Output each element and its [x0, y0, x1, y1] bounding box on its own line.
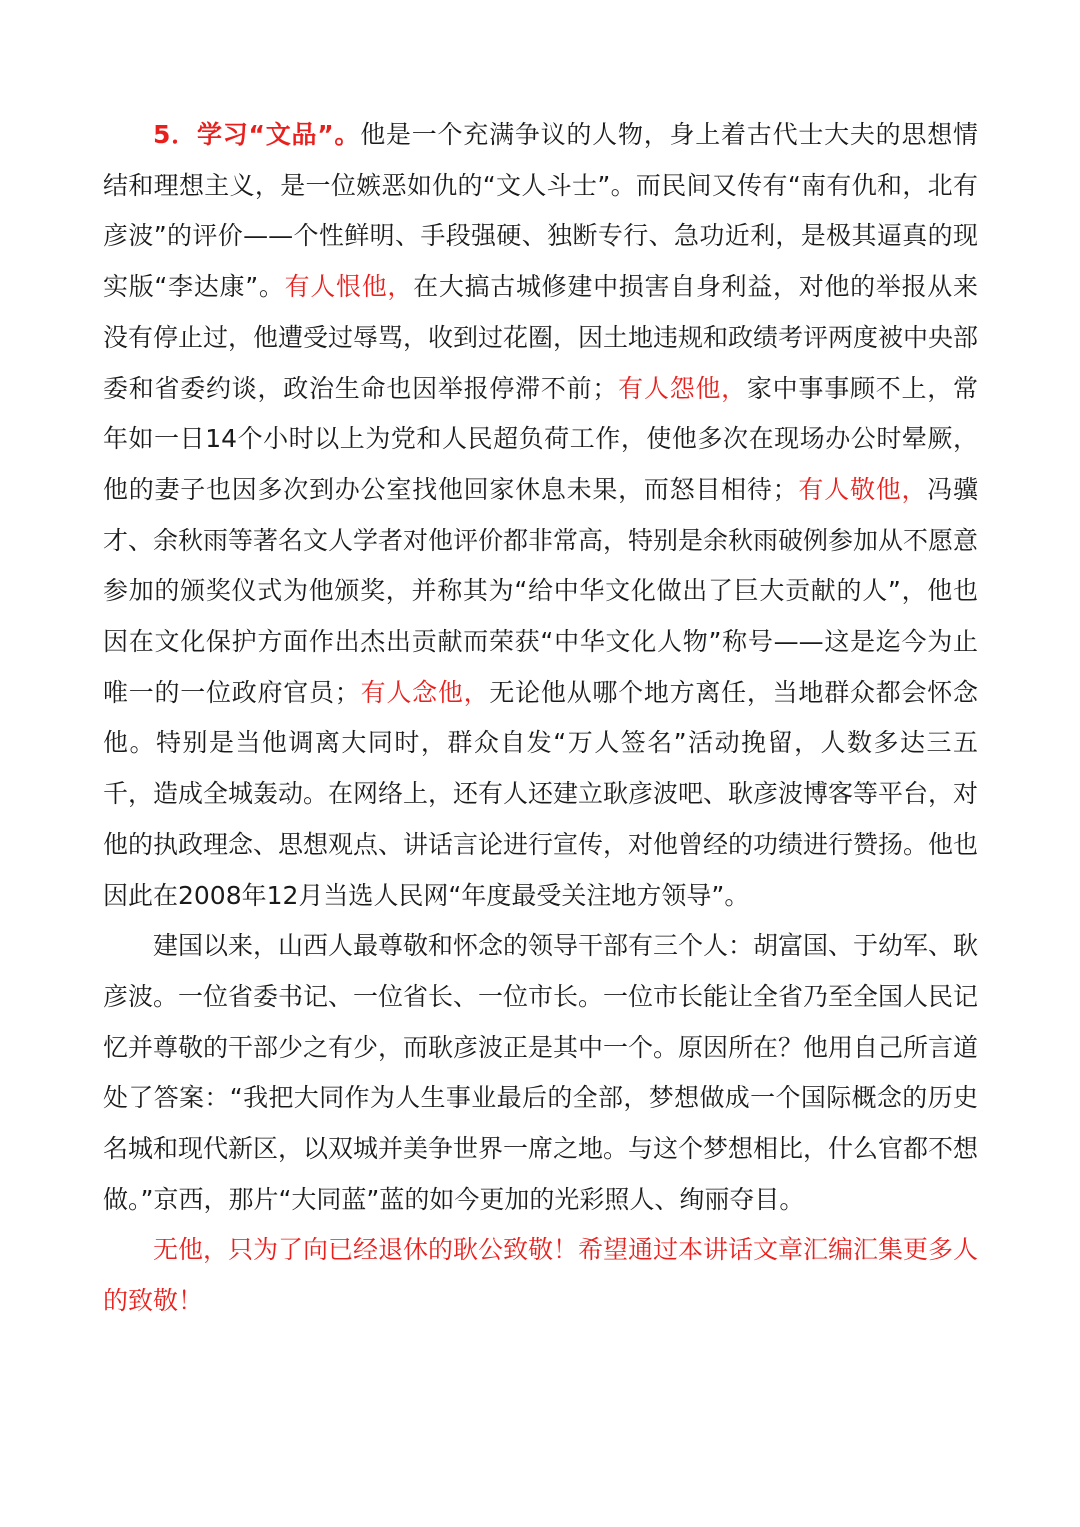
highlight-hate: 有人恨他， [284, 272, 414, 302]
body-text: 冯骥才、余秋雨等著名文人学者对他评价都非常高，特别是余秋雨破例参加从不愿意参加的颁奖仪式为他颁奖，并称其为“给中华文化做出了巨大贡献的人”，他也因在文化保护方面作出杰出贡献而荣获“中华文化人物”称号——这是迄今为止唯一的一位政府官员； [103, 474, 979, 707]
body-text: 他是一个充满争议的人物，身上着古代士大夫的思想情结和理想主义，是一位嫉恶如仇的“文人斗士”。而民间又传有“南有仇和，北有彦波”的评价——个性鲜明、手段强硬、独断专行、急功近利，是极其逼真的现实版“李达康”。 [103, 120, 978, 302]
section-heading: 5．学习“文品”。 [153, 120, 361, 149]
body-text: 家中事事顾不上，常年如一日14个小时以上为党和人民超负荷工作，使他多次在现场办公时晕厥，他的妻子也因多次到办公室找他回家休息未果，而怒目相待； [103, 373, 978, 504]
paragraph-shanxi-leaders: 建国以来，山西人最尊敬和怀念的领导干部有三个人：胡富国、于幼军、耿彦波。一位省委书记、一位省长、一位市长。一位市长能让全省乃至全国人民记忆并尊敬的干部少之有少，而耿彦波正是其中一个。原因所在？他用自己所言道处了答案：“我把大同作为人生事业最后的全部，梦想做成一个国际概念的历史名城和现代新区，以双城并美争世界一席之地。与这个梦想相比，什么官都不想做。”京西，那片“大同蓝”蓝的如今更加的光彩照人、绚丽夺目。 [103, 931, 979, 1214]
highlight-respect: 有人敬他， [797, 474, 928, 504]
document-body [103, 110, 978, 1327]
highlight-miss: 有人念他， [359, 677, 490, 707]
paragraph-tribute: 无他，只为了向已经退休的耿公致敬！希望通过本讲话文章汇编汇集更多人的致敬！ [103, 1235, 979, 1316]
body-text: 无论他从哪个地方离任，当地群众都会怀念他。特别是当他调离大同时，群众自发“万人签名”活动挽留，人数多达三五千，造成全城轰动。在网络上，还有人还建立耿彦波吧、耿彦波博客等平台，对他的执政理念、思想观点、讲话言论进行宣传，对他曾经的功绩进行赞扬。他也因此在2008年12月当选人民网“年度最受关注地方领导”。 [103, 677, 979, 910]
paragraph-wenpin [103, 110, 978, 921]
body-text: 在大搞古城修建中损害自身利益，对他的举报从来没有停止过，他遭受过辱骂，收到过花圈，因土地违规和政绩考评两度被中央部委和省委约谈，政治生命也因举报停滞不前； [103, 272, 979, 403]
highlight-resent: 有人怨他， [617, 373, 747, 403]
